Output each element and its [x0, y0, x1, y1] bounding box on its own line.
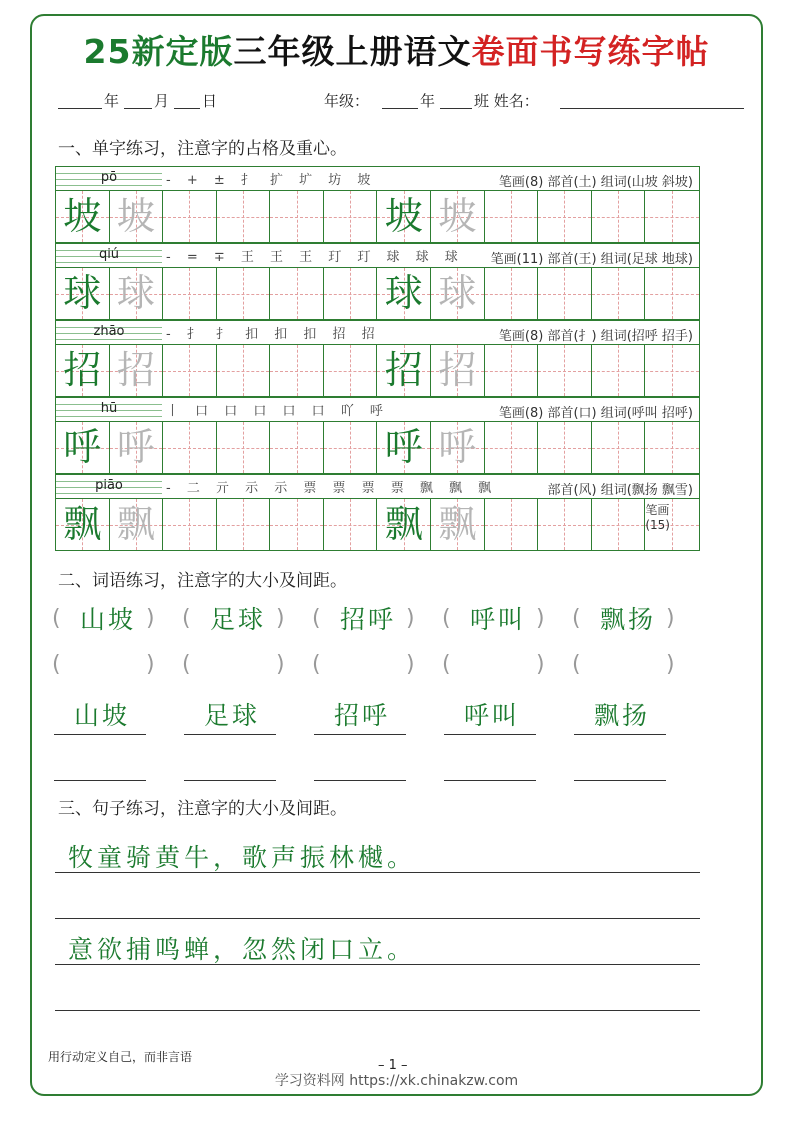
- class-blank[interactable]: [440, 90, 472, 109]
- practice-cell[interactable]: [163, 345, 217, 396]
- practice-cell[interactable]: [110, 499, 164, 550]
- sentence-line[interactable]: [55, 964, 700, 965]
- practice-cell[interactable]: [324, 345, 378, 396]
- character-row: [55, 320, 700, 397]
- word-line[interactable]: [314, 734, 406, 735]
- character-info-bar: [55, 474, 700, 498]
- practice-cell[interactable]: [163, 268, 217, 319]
- motto: 用行动定义自己，而非言语: [48, 1050, 193, 1064]
- word-line[interactable]: [444, 734, 536, 735]
- bracket-left: (: [572, 606, 581, 631]
- practice-cell[interactable]: [110, 345, 164, 396]
- day-label: 日: [202, 92, 218, 110]
- practice-cell[interactable]: [431, 499, 485, 550]
- practice-cell[interactable]: [538, 345, 592, 396]
- practice-cell[interactable]: [163, 499, 217, 550]
- trace-character: 球: [116, 271, 155, 315]
- character-row: [55, 474, 700, 551]
- sentence-2: 意欲捕鸣蝉，忽然闭口立。: [68, 935, 417, 964]
- word-trace: 招呼: [333, 701, 390, 730]
- practice-cell[interactable]: [592, 268, 646, 319]
- practice-cells: [55, 267, 700, 320]
- stroke-order: 丨 口 口 口 口 口 吖 呼: [166, 404, 389, 419]
- trace-character: 坡: [116, 194, 155, 238]
- bracket-left: (: [52, 652, 61, 677]
- practice-cell[interactable]: [485, 422, 539, 473]
- character-info-bar: [55, 166, 700, 190]
- practice-cell[interactable]: [324, 422, 378, 473]
- year-label: 年: [104, 92, 120, 110]
- practice-cell[interactable]: [110, 191, 164, 242]
- bracket-right: ): [666, 652, 675, 677]
- pinyin: piāo: [95, 478, 123, 493]
- practice-cell[interactable]: [163, 191, 217, 242]
- word-line[interactable]: [184, 734, 276, 735]
- word-trace: 足球: [203, 701, 260, 730]
- model-character: 飘: [63, 502, 102, 546]
- practice-cell[interactable]: [217, 499, 271, 550]
- character-row: [55, 243, 700, 320]
- bracket-left: (: [52, 606, 61, 631]
- practice-cell[interactable]: [431, 422, 485, 473]
- practice-cell[interactable]: [645, 499, 699, 550]
- practice-cell[interactable]: [377, 345, 431, 396]
- bracket-right: ): [406, 652, 415, 677]
- sentence-1: 牧童骑黄牛，歌声振林樾。: [68, 843, 417, 872]
- practice-cell[interactable]: [645, 268, 699, 319]
- pinyin: zhāo: [93, 324, 125, 339]
- word-line[interactable]: [574, 734, 666, 735]
- model-character: 招: [63, 348, 102, 392]
- word-model: 飘扬: [599, 605, 656, 634]
- practice-cell[interactable]: [538, 191, 592, 242]
- word-trace: 飘扬: [593, 701, 650, 730]
- model-character: 坡: [63, 194, 102, 238]
- trace-character: 球: [438, 271, 477, 315]
- practice-cell[interactable]: [163, 422, 217, 473]
- practice-cell[interactable]: [110, 268, 164, 319]
- word-trace: 呼叫: [463, 701, 520, 730]
- practice-cell[interactable]: [56, 345, 110, 396]
- bracket-left: (: [572, 652, 581, 677]
- character-info-bar: [55, 320, 700, 344]
- practice-cell[interactable]: [56, 268, 110, 319]
- practice-cell[interactable]: [538, 268, 592, 319]
- grade-year-label: 年: [420, 92, 436, 110]
- stroke-order: - 扌 扌 扣 扣 扣 招 招: [166, 327, 381, 342]
- section-title-words: 二、词语练习，注意字的大小及间距。: [58, 571, 347, 591]
- word-line[interactable]: [54, 780, 146, 781]
- model-character: 坡: [384, 194, 423, 238]
- trace-character: 飘: [116, 502, 155, 546]
- section-title-characters: 一、单字练习，注意字的占格及重心。: [58, 139, 347, 159]
- word-line[interactable]: [184, 780, 276, 781]
- practice-cell[interactable]: [538, 499, 592, 550]
- practice-cell[interactable]: [592, 422, 646, 473]
- practice-cell[interactable]: [217, 422, 271, 473]
- character-row: [55, 166, 700, 243]
- practice-cell[interactable]: [592, 499, 646, 550]
- practice-cell[interactable]: [56, 499, 110, 550]
- grade-blank[interactable]: [382, 90, 418, 109]
- practice-cell[interactable]: [110, 422, 164, 473]
- practice-cell[interactable]: [431, 268, 485, 319]
- trace-character: 坡: [438, 194, 477, 238]
- practice-cell[interactable]: [592, 345, 646, 396]
- title-subject: 三年级上册语文: [233, 32, 472, 71]
- practice-cell[interactable]: [377, 422, 431, 473]
- stroke-order: - 二 亓 示 示 票 票 票 票 飘 飘 飘: [166, 481, 498, 496]
- practice-cell[interactable]: [377, 191, 431, 242]
- bracket-right: ): [276, 652, 285, 677]
- practice-cell[interactable]: [485, 345, 539, 396]
- model-character: 呼: [384, 425, 423, 469]
- model-character: 飘: [384, 502, 423, 546]
- page-title: [0, 26, 793, 73]
- bracket-right: ): [146, 606, 155, 631]
- word-line[interactable]: [314, 780, 406, 781]
- character-info-bar: [55, 397, 700, 421]
- practice-cell[interactable]: [270, 268, 324, 319]
- character-row: [55, 397, 700, 474]
- practice-cells: [55, 344, 700, 397]
- trace-character: 招: [438, 348, 477, 392]
- practice-cell[interactable]: [56, 422, 110, 473]
- stroke-order: - = ∓ 王 王 王 玎 玎 球 球 球: [166, 250, 464, 265]
- model-character: 招: [384, 348, 423, 392]
- practice-cell[interactable]: [645, 422, 699, 473]
- bracket-left: (: [312, 606, 321, 631]
- sentence-line[interactable]: [55, 918, 700, 919]
- trace-character: 招: [116, 348, 155, 392]
- title-edition: 25新定版: [83, 32, 234, 71]
- bracket-left: (: [182, 606, 191, 631]
- practice-cell[interactable]: [431, 191, 485, 242]
- word-line[interactable]: [574, 780, 666, 781]
- stroke-count: 笔画(15): [645, 503, 670, 532]
- month-blank[interactable]: [124, 90, 152, 109]
- practice-cells: [55, 190, 700, 243]
- practice-cells: [55, 421, 700, 474]
- practice-cell[interactable]: [324, 268, 378, 319]
- practice-cell[interactable]: [538, 422, 592, 473]
- model-character: 球: [63, 271, 102, 315]
- word-model: 山坡: [79, 605, 136, 634]
- class-name-label: 班 姓名：: [474, 92, 539, 110]
- sentence-line[interactable]: [55, 872, 700, 873]
- pinyin: pō: [100, 170, 118, 185]
- practice-cell[interactable]: [485, 499, 539, 550]
- bracket-right: ): [146, 652, 155, 677]
- section-title-sentences: 三、句子练习，注意字的大小及间距。: [58, 799, 347, 819]
- word-model: 招呼: [339, 605, 396, 634]
- title-type: 卷面书写练字帖: [471, 32, 710, 71]
- practice-cell[interactable]: [217, 268, 271, 319]
- model-character: 球: [384, 271, 423, 315]
- trace-character: 飘: [438, 502, 477, 546]
- trace-character: 呼: [438, 425, 477, 469]
- page-number: – 1 –: [378, 1058, 408, 1073]
- sentence-line[interactable]: [55, 1010, 700, 1011]
- grade-label: 年级：: [324, 92, 370, 110]
- bracket-right: ): [536, 652, 545, 677]
- character-meta: 笔画(8) 部首(口) 组词(呼叫 招呼): [498, 406, 693, 421]
- bracket-left: (: [442, 652, 451, 677]
- practice-cell[interactable]: [485, 191, 539, 242]
- day-blank[interactable]: [174, 90, 200, 109]
- trace-character: 呼: [116, 425, 155, 469]
- character-meta: 笔画(8) 部首(土) 组词(山坡 斜坡): [498, 175, 693, 190]
- practice-cell[interactable]: [217, 191, 271, 242]
- practice-cell[interactable]: [645, 345, 699, 396]
- pinyin: hū: [100, 401, 118, 416]
- character-meta: 笔画(8) 部首(扌) 组词(招呼 招手): [498, 329, 693, 344]
- name-blank[interactable]: [560, 90, 744, 109]
- pinyin: qiú: [98, 247, 120, 262]
- bracket-left: (: [182, 652, 191, 677]
- bracket-right: ): [536, 606, 545, 631]
- practice-cell[interactable]: [431, 345, 485, 396]
- model-character: 呼: [63, 425, 102, 469]
- word-model: 足球: [209, 605, 266, 634]
- practice-cell[interactable]: [270, 499, 324, 550]
- word-line[interactable]: [444, 780, 536, 781]
- bracket-right: ): [666, 606, 675, 631]
- word-line[interactable]: [54, 734, 146, 735]
- bracket-left: (: [442, 606, 451, 631]
- practice-cell[interactable]: [56, 191, 110, 242]
- practice-cell[interactable]: [592, 191, 646, 242]
- footer-watermark: 学习资料网 https://xk.chinakzw.com: [274, 1073, 519, 1089]
- practice-cell[interactable]: [217, 345, 271, 396]
- month-label: 月: [154, 92, 170, 110]
- year-blank[interactable]: [58, 90, 102, 109]
- practice-cells: [55, 498, 700, 551]
- practice-cell[interactable]: [645, 191, 699, 242]
- word-model: 呼叫: [469, 605, 526, 634]
- practice-cell[interactable]: [377, 499, 431, 550]
- character-info-bar: [55, 243, 700, 267]
- info-line: [58, 86, 748, 112]
- practice-cell[interactable]: [270, 422, 324, 473]
- practice-cell[interactable]: [270, 191, 324, 242]
- practice-cell[interactable]: [485, 268, 539, 319]
- word-trace: 山坡: [73, 701, 130, 730]
- practice-cell[interactable]: [324, 499, 378, 550]
- bracket-left: (: [312, 652, 321, 677]
- stroke-order: - + ± 扌 扩 圹 坊 坡: [166, 173, 377, 188]
- character-grid: [55, 166, 700, 551]
- character-meta: 笔画(11) 部首(王) 组词(足球 地球): [490, 252, 693, 267]
- bracket-right: ): [406, 606, 415, 631]
- bracket-right: ): [276, 606, 285, 631]
- practice-cell[interactable]: [270, 345, 324, 396]
- practice-cell[interactable]: [377, 268, 431, 319]
- practice-cell[interactable]: [324, 191, 378, 242]
- character-meta: 部首(风) 组词(飘扬 飘雪): [547, 483, 693, 498]
